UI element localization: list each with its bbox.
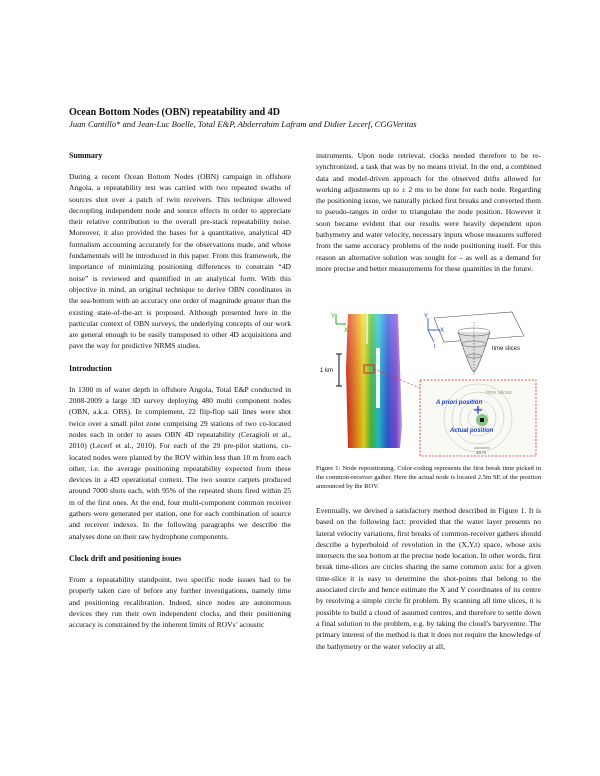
shot-map — [346, 314, 402, 448]
map-axis-x-label: X — [344, 328, 349, 334]
diagram-time-slices-label: time slices — [492, 346, 521, 352]
paper-title: Ocean Bottom Nodes (OBN) repeatability and 4D — [69, 107, 280, 118]
figure-1 — [316, 308, 541, 458]
hyperboloid-diagram — [424, 312, 524, 376]
actual-position-marker — [480, 418, 484, 422]
introduction-paragraph: In 1300 m of water depth in offshore Angola, Total E&P conducted in 2008-2009 a large 3D survey deploying 480 multi component nodes (OBN, a.k.a. OBS). In complement, 22 flip-flop sail lines were shot twice over a small pilot zone comprising 29 stations of two co-located nodes each in order to asses OBN 4D repeatability (Ceragioli et al., 2010) (Lecerf et al., 2010). For each of the 29 pre-pilot stations, co-located nodes were planted by the ROV within less than 10 m from each other, i.e. the average positioning repeatability expected from these devices in a 4D operational context. The two source carpets produced around 7000 shots each, with 95% of the repeated shots fired within 25 m of the first ones. At the end, four multi-component common receiver gathers were generated per station, one for each combination of source and receiver indexes. In the following paragraphs we describe the analyses done on their raw hydrophone components. — [69, 384, 291, 541]
map-scale-bar — [320, 354, 342, 386]
left-column — [69, 150, 291, 641]
map-scale-label: 1 km — [320, 368, 334, 374]
clock-drift-heading: Clock drift and positioning issues — [69, 553, 182, 563]
paper-authors: Juan Cantillo* and Jean-Luc Boelle, Total E&P, Abderrahim Lafram and Didier Lecerf, CGGVeritas — [69, 119, 417, 129]
map-axes — [331, 314, 348, 334]
map-axis-y-label: Y — [331, 314, 336, 320]
summary-paragraph: During a recent Ocean Bottom Nodes (OBN) campaign in offshore Angola, a repeatability test was carried with two repeated swaths of sources shot over a patch of twin receivers. This technique allowed decoupling independent node and source effects in order to appreciate their relative contribution to the overall pre-stack repeatability noise. Moreover, it also provided the bases for a quantitative, analytical 4D formalism accounting accurately for the observations made, and whose fundamentals will be introduced in this paper. From this framework, the importance of minimizing positioning differences to constrain “4D noise” is reviewed and quantified in an analytical form. With this objective in mind, an original technique to derive OBN coordinates in the sea-bottom with an accuracy one order of magnitude greater than the existing state-of-the-art is proposed. Although presented here in the particular context of OBN surveys, the underlying concepts of our work are general enough to be easily transposed to other 4D acquisitions and pave the way for predictive NRMS studies. — [69, 172, 291, 351]
right-bottom-paragraph: Eventually, we devised a satisfactory method described in Figure 1. It is based on the following fact: provided that the water layer presents no lateral velocity variations, first breaks of common-receiver gathers should describe a hyperboloid of revolution in the (X,Y,t) space, whose axis intersects the sea bottom at the precise node location. In other words, first break time-slices are circles sharing the same common axis: for a given time-slice it is easy to determine the shot-points that belong to the associated circle and hence estimate the X and Y coordinates of its centre by resolving a simple circle fit problem. By scanning all time slices, it is possible to build a cloud of assumed centres, and therefore to settle down a final solution to the problem, e.g. by taking the cloud’s barycentre. The primary interest of the method is that it does not require the knowledge of the bathymetry or the water velocity at all, — [316, 506, 541, 651]
diagram-t-label: t — [434, 344, 436, 350]
summary-heading: Summary — [69, 151, 103, 160]
clock-drift-paragraph: From a repeatability standpoint, two specific node issues had to be properly taken care of before any further investigations, namely time and positioning recalibration. Indeed, since nodes are autonomous devices they run their own independent clocks, and their positioning accuracy is constrained by the inherent limits of ROVs’ acoustic — [69, 574, 291, 630]
inset-scale-label: 10 m — [476, 450, 487, 455]
diagram-y-label: Y — [424, 314, 429, 320]
diagram-x-label: X — [440, 328, 445, 334]
right-top-paragraph: instruments. Upon node retrieval, clocks needed therefore to be re-synchronized, a task that was by no means trivial. In the end, a combined data and model-driven approach for the observed drifts allowed for working adjustments up to ± 2 ms to be done for each node. Regarding the positioning issue, we naturally picked first breaks and converted them to pseudo-ranges in order to triangulate the node position. However it soon became evident that our results were heavily dependent upon bathymetry and water velocity, necessary inputs whose measures suffered from the same accuracy problems of the node positioning itself. For this reason an alternative solution was sought for – as well as a demand for more precise and better measurements for these quantities in the future. — [316, 151, 541, 273]
zoom-inset — [420, 380, 536, 456]
inset-time-slices-label: time slices — [486, 390, 512, 396]
figure-1-caption: Figure 1: Node repositioning. Color-coding represents the first break time picked in the common-receiver gather. Here the actual node is located 2.5m SE of the position announced by the ROV. — [316, 465, 541, 491]
right-column-top — [316, 150, 541, 285]
a-priori-label: A priori position — [436, 400, 483, 406]
right-column-bottom — [316, 505, 541, 663]
actual-position-label: Actual position — [450, 428, 494, 434]
introduction-heading: Introduction — [69, 363, 112, 373]
figure-1-graphic — [316, 308, 541, 458]
